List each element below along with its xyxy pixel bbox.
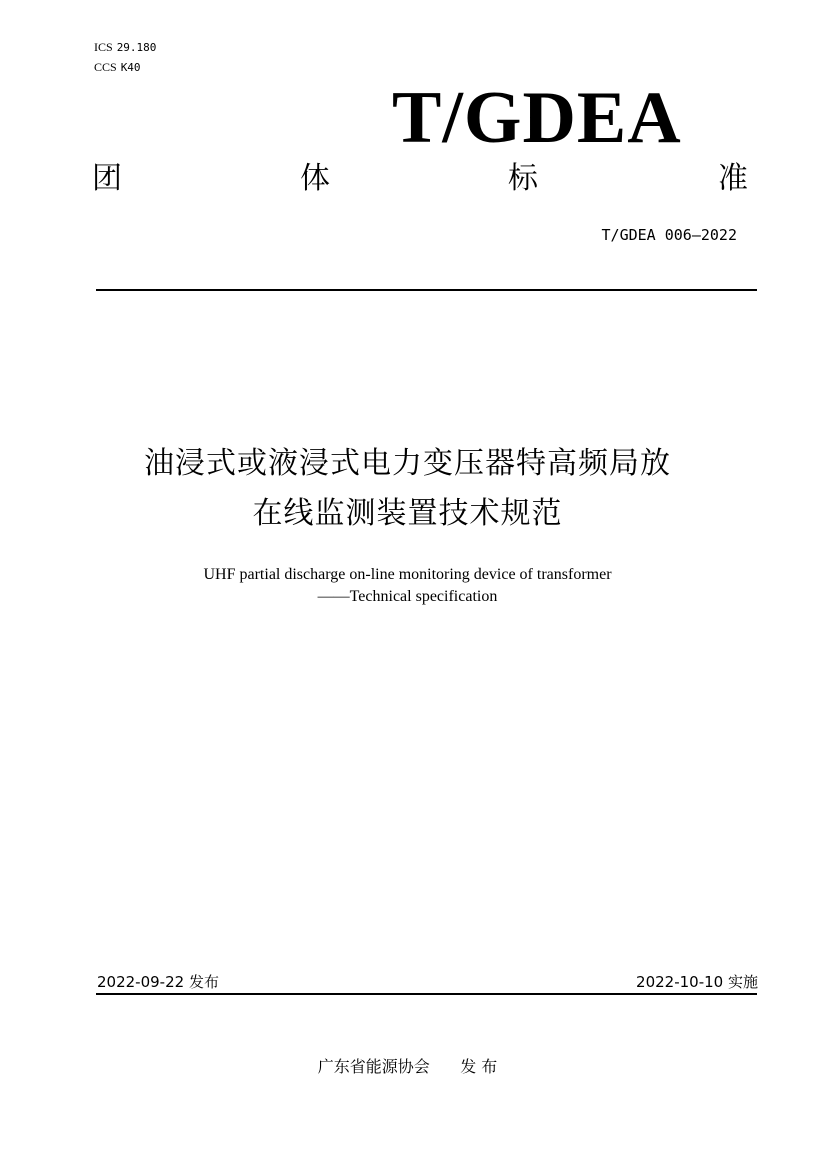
header-divider xyxy=(96,289,757,291)
gdea-logo: T/GDEA xyxy=(392,77,682,159)
ccs-value: K40 xyxy=(120,61,141,74)
title-cn-line1: 油浸式或液浸式电力变压器特高频局放 xyxy=(144,446,671,481)
publisher xyxy=(0,1054,815,1077)
title-en-line2: ——Technical specification xyxy=(317,588,498,605)
ics-code xyxy=(94,40,156,55)
standard-type-char-4: 准 xyxy=(718,161,748,196)
ccs-code xyxy=(94,60,141,75)
standard-type-char-2: 体 xyxy=(300,161,330,196)
issue-date: 2022-09-22 发布 xyxy=(97,973,219,991)
standard-type-char-1: 团 xyxy=(92,161,122,196)
publisher-org: 广东省能源协会 xyxy=(317,1057,430,1076)
ics-value: 29.180 xyxy=(116,41,157,54)
title-en-line1: UHF partial discharge on-line monitoring device of transformer xyxy=(203,566,612,583)
standard-number: T/GDEA 006—2022 xyxy=(601,226,737,244)
ics-label: ICS xyxy=(94,40,113,54)
standard-type-char-3: 标 xyxy=(508,161,538,196)
title-cn-line2: 在线监测装置技术规范 xyxy=(252,496,563,531)
implement-date: 2022-10-10 实施 xyxy=(636,973,758,991)
footer-divider xyxy=(96,993,757,995)
publisher-action: 发 布 xyxy=(460,1057,498,1076)
ccs-label: CCS xyxy=(94,60,117,74)
